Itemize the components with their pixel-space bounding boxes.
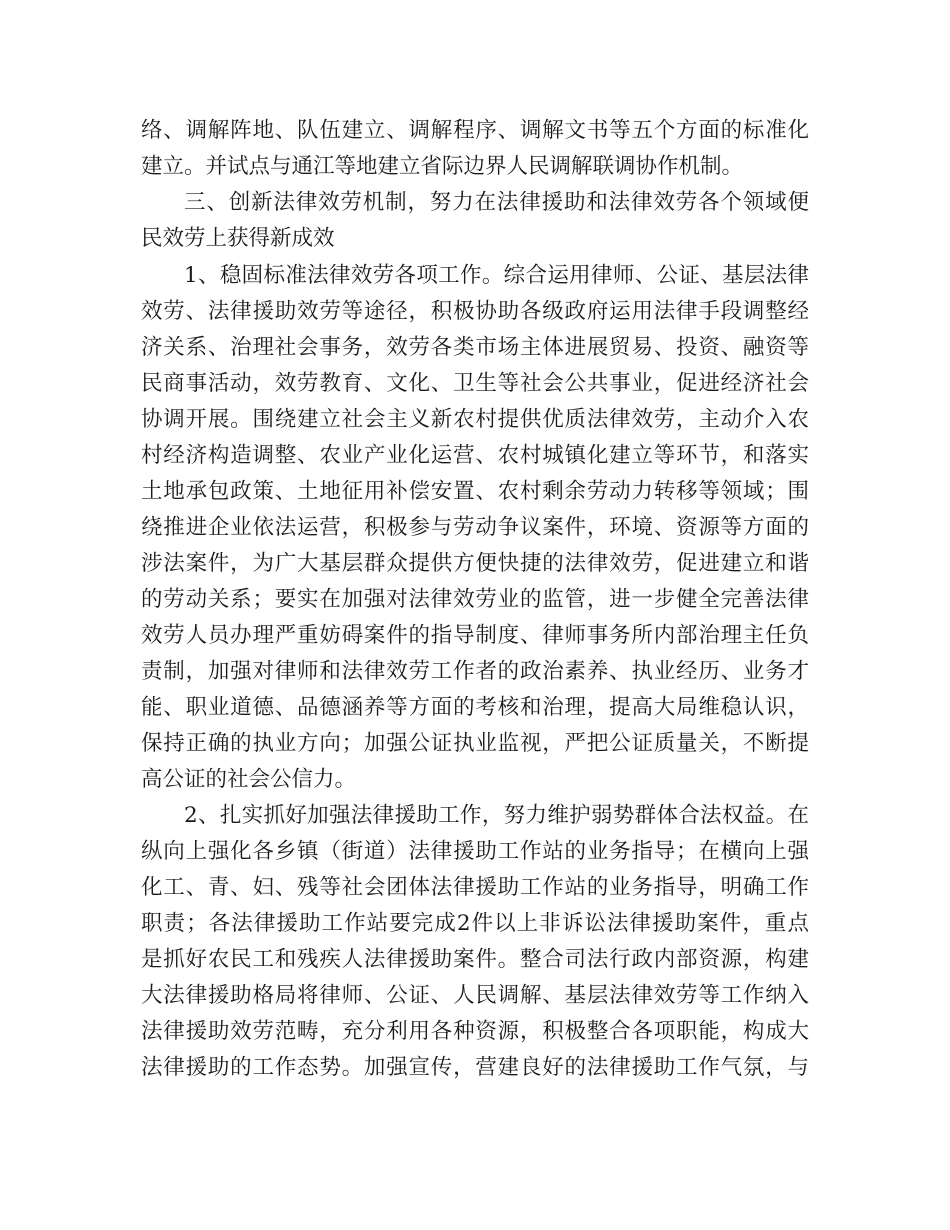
body-line: 建立。并试点与通江等地建立省际边界人民调解联调协作机制。 bbox=[141, 154, 744, 179]
paragraph-first-line: 1、稳固标准法律效劳各项工作。综合运用律师、公证、基层法律 bbox=[184, 263, 809, 288]
body-line: 纵向上强化各乡镇（街道）法律援助工作站的业务指导；在横向上强 bbox=[141, 839, 809, 864]
body-line: 济关系、治理社会事务，效劳各类市场主体进展贸易、投资、融资等 bbox=[141, 335, 809, 360]
body-line: 责制，加强对律师和法律效劳工作者的政治素养、执业经历、业务才 bbox=[141, 659, 809, 684]
section-heading: 三、创新法律效劳机制，努力在法律援助和法律效劳各个领域便 bbox=[184, 190, 809, 215]
body-line: 保持正确的执业方向；加强公证执业监视，严把公证质量关，不断提 bbox=[141, 731, 809, 756]
body-line: 涉法案件，为广大基层群众提供方便快捷的法律效劳，促进建立和谐 bbox=[141, 551, 809, 576]
body-line: 土地承包政策、土地征用补偿安置、农村剩余劳动力转移等领域；围 bbox=[141, 479, 809, 504]
body-line: 能、职业道德、品德涵养等方面的考核和治理，提高大局维稳认识， bbox=[141, 695, 809, 720]
body-line: 的劳动关系；要实在加强对法律效劳业的监管，进一步健全完善法律 bbox=[141, 587, 809, 612]
paragraph-first-line: 2、扎实抓好加强法律援助工作，努力维护弱势群体合法权益。在 bbox=[184, 803, 809, 828]
body-line: 法律援助的工作态势。加强宣传，营建良好的法律援助工作气氛，与 bbox=[141, 1055, 809, 1080]
section-heading: 民效劳上获得新成效 bbox=[141, 226, 335, 251]
body-line: 协调开展。围绕建立社会主义新农村提供优质法律效劳，主动介入农 bbox=[141, 407, 809, 432]
body-line: 化工、青、妇、残等社会团体法律援助工作站的业务指导，明确工作 bbox=[141, 875, 809, 900]
body-line: 职责；各法律援助工作站要完成2件以上非诉讼法律援助案件，重点 bbox=[141, 911, 809, 936]
body-line: 是抓好农民工和残疾人法律援助案件。整合司法行政内部资源，构建 bbox=[141, 947, 809, 972]
body-line: 效劳、法律援助效劳等途径，积极协助各级政府运用法律手段调整经 bbox=[141, 299, 809, 324]
body-line: 大法律援助格局将律师、公证、人民调解、基层法律效劳等工作纳入 bbox=[141, 983, 809, 1008]
body-line: 络、调解阵地、队伍建立、调解程序、调解文书等五个方面的标准化 bbox=[141, 118, 809, 143]
body-line: 村经济构造调整、农业产业化运营、农村城镇化建立等环节，和落实 bbox=[141, 443, 809, 468]
body-line: 法律援助效劳范畴，充分利用各种资源，积极整合各项职能，构成大 bbox=[141, 1019, 809, 1044]
body-line: 民商事活动，效劳教育、文化、卫生等社会公共事业，促进经济社会 bbox=[141, 371, 809, 396]
body-line: 绕推进企业依法运营，积极参与劳动争议案件，环境、资源等方面的 bbox=[141, 515, 809, 540]
body-line: 效劳人员办理严重妨碍案件的指导制度、律师事务所内部治理主任负 bbox=[141, 623, 809, 648]
body-line: 高公证的社会公信力。 bbox=[141, 767, 357, 792]
